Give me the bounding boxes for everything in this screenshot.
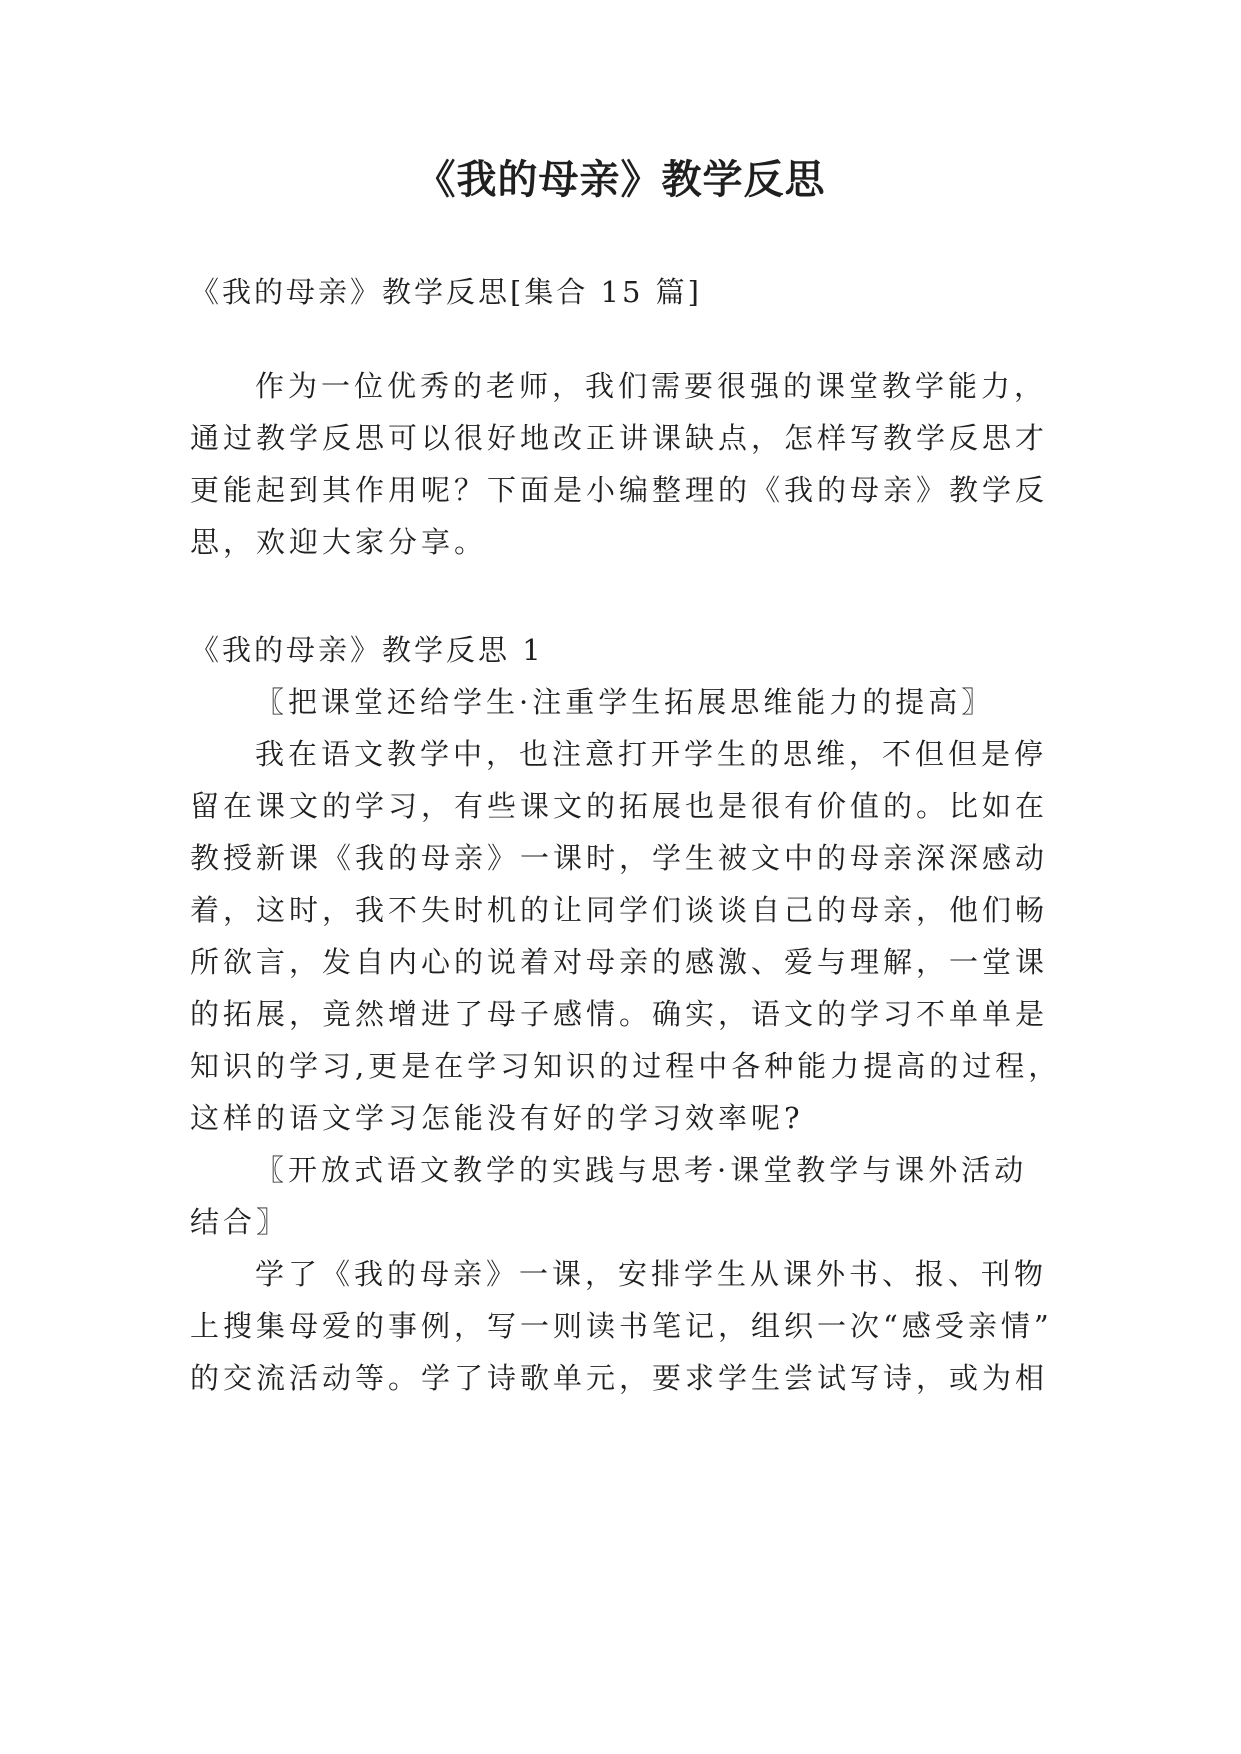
paragraph-line: 我在语文教学中，也注意打开学生的思维，不但但是停 xyxy=(255,737,1048,771)
paragraph-line: 学了《我的母亲》一课，安排学生从课外书、报、刊物 xyxy=(255,1257,1048,1291)
paragraph-line: 这样的语文学习怎能没有好的学习效率呢? xyxy=(190,1101,804,1135)
intro-line: 更能起到其作用呢？下面是小编整理的《我的母亲》教学反 xyxy=(190,473,1049,507)
paragraph-line: 的交流活动等。学了诗歌单元，要求学生尝试写诗，或为相 xyxy=(190,1361,1049,1395)
intro-line: 通过教学反思可以很好地改正讲课缺点，怎样写教学反思才 xyxy=(190,421,1049,455)
topic-heading: 结合〗 xyxy=(190,1205,290,1239)
topic-heading: 〖把课堂还给学生·注重学生拓展思维能力的提高〗 xyxy=(255,685,995,719)
paragraph-line: 着，这时，我不失时机的让同学们谈谈自己的母亲，他们畅 xyxy=(190,893,1049,927)
intro-line: 思，欢迎大家分享。 xyxy=(190,525,488,559)
section-heading: 《我的母亲》教学反思 1 xyxy=(190,633,544,667)
paragraph-line: 所欲言，发自内心的说着对母亲的感激、爱与理解，一堂课 xyxy=(190,945,1049,979)
topic-heading: 〖开放式语文教学的实践与思考·课堂教学与课外活动 xyxy=(255,1153,1028,1187)
paragraph-line: 的拓展，竟然增进了母子感情。确实，语文的学习不单单是 xyxy=(190,997,1049,1031)
document-title: 《我的母亲》教学反思 xyxy=(415,157,826,203)
paragraph-line: 教授新课《我的母亲》一课时，学生被文中的母亲深深感动 xyxy=(190,841,1049,875)
intro-line: 作为一位优秀的老师，我们需要很强的课堂教学能力， xyxy=(255,369,1048,403)
document-subtitle: 《我的母亲》教学反思[集合 15 篇] xyxy=(190,275,702,309)
paragraph-line: 知识的学习,更是在学习知识的过程中各种能力提高的过程， xyxy=(190,1049,1062,1083)
paragraph-line: 留在课文的学习，有些课文的拓展也是很有价值的。比如在 xyxy=(190,789,1049,823)
paragraph-line: 上搜集母爱的事例，写一则读书笔记，组织一次“感受亲情” xyxy=(190,1309,1053,1343)
